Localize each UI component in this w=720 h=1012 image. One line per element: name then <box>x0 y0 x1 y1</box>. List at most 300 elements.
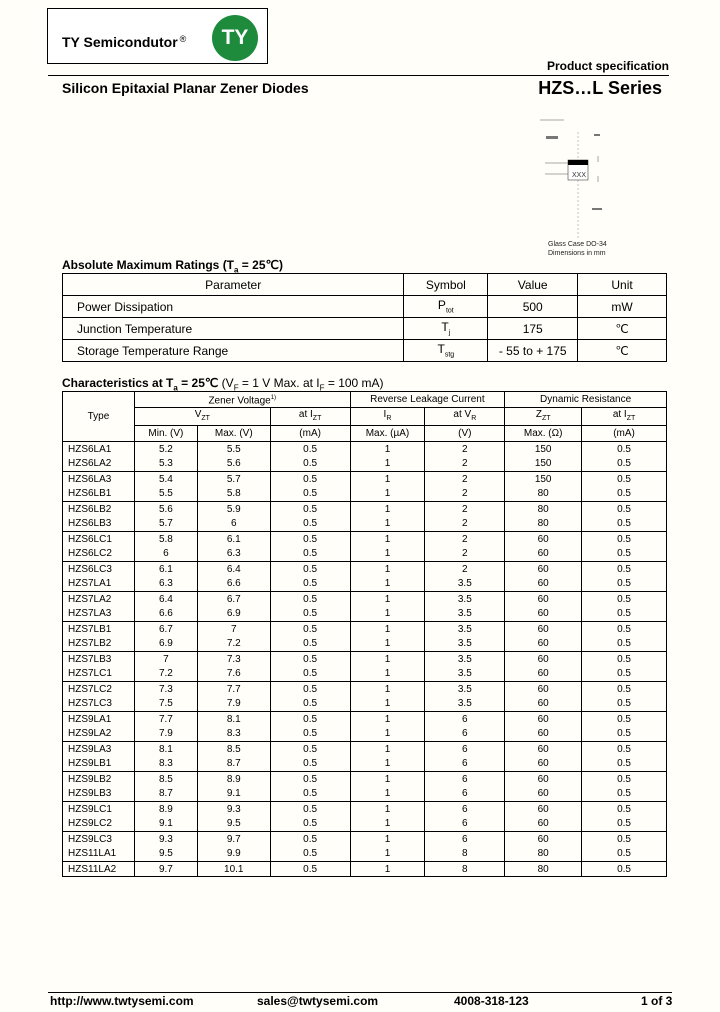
symbol-cell <box>404 296 488 318</box>
characteristics-title <box>62 376 384 392</box>
footer-page: 1 of 3 <box>641 994 673 1008</box>
value-cell: 5.2 <box>134 441 197 456</box>
package-outline-svg <box>530 108 670 238</box>
unit-cell: ℃ <box>578 318 667 340</box>
abs-max-title <box>62 258 283 274</box>
value-cell: 6 <box>425 756 505 771</box>
value-cell: 0.5 <box>270 621 350 636</box>
table-row <box>63 756 667 771</box>
package-caption: Glass Case DO-34 <box>548 241 607 248</box>
table-row <box>63 726 667 741</box>
value-cell: 7.2 <box>134 666 197 681</box>
value-cell: 1 <box>350 621 425 636</box>
value-cell: 6 <box>425 831 505 846</box>
type-cell: HZS6LC2 <box>63 546 135 561</box>
type-cell: HZS6LB3 <box>63 516 135 531</box>
table-row <box>63 741 667 756</box>
value-cell: 6 <box>425 786 505 801</box>
value-cell: 1 <box>350 741 425 756</box>
table-row <box>63 561 667 576</box>
value-cell: 2 <box>425 531 505 546</box>
param-cell: Power Dissipation <box>63 296 404 318</box>
type-cell: HZS9LC2 <box>63 816 135 831</box>
type-cell: HZS9LA3 <box>63 741 135 756</box>
value-cell: 1 <box>350 711 425 726</box>
value-cell: 7.5 <box>134 696 197 711</box>
value-cell: 2 <box>425 471 505 486</box>
value-cell: 3.5 <box>425 636 505 651</box>
header-rule <box>48 75 669 76</box>
ir-header <box>350 408 425 426</box>
type-cell: HZS7LC3 <box>63 696 135 711</box>
value-cell: 1 <box>350 771 425 786</box>
value-cell: 0.5 <box>582 681 667 696</box>
value-cell: 0.5 <box>270 786 350 801</box>
type-cell: HZS6LC3 <box>63 561 135 576</box>
value-cell: 1 <box>350 501 425 516</box>
vz-header <box>134 408 270 426</box>
value-cell: 60 <box>505 666 582 681</box>
value-cell: 1 <box>350 546 425 561</box>
value-cell: 0.5 <box>270 681 350 696</box>
value-cell: 8.5 <box>197 741 270 756</box>
value-cell: - 55 to + 175 <box>488 340 578 362</box>
unit-cell: (mA) <box>270 426 350 442</box>
type-cell: HZS7LA2 <box>63 591 135 606</box>
value-cell: 0.5 <box>582 501 667 516</box>
table-row <box>63 546 667 561</box>
value-cell: 8.1 <box>197 711 270 726</box>
value-cell: 5.5 <box>134 486 197 501</box>
value-cell: 60 <box>505 771 582 786</box>
table-row <box>63 801 667 816</box>
value-cell: 1 <box>350 516 425 531</box>
value-cell: 0.5 <box>270 516 350 531</box>
header-cell: Unit <box>578 274 667 296</box>
value-cell: 3.5 <box>425 591 505 606</box>
footer-url[interactable]: http://www.twtysemi.com <box>50 994 194 1008</box>
value-cell: 1 <box>350 456 425 471</box>
header-cell: Parameter <box>63 274 404 296</box>
value-cell: 7.9 <box>134 726 197 741</box>
dim-mark <box>594 134 600 136</box>
type-cell: HZS7LB2 <box>63 636 135 651</box>
value-cell: 60 <box>505 741 582 756</box>
value-cell: 0.5 <box>270 591 350 606</box>
ir-text: I <box>383 409 387 421</box>
table-row <box>63 711 667 726</box>
value-cell: 0.5 <box>270 846 350 861</box>
value-cell: 60 <box>505 726 582 741</box>
value-cell: 1 <box>350 561 425 576</box>
value-cell: 1 <box>350 846 425 861</box>
table-row <box>63 318 667 340</box>
value-cell: 0.5 <box>582 486 667 501</box>
value-cell: 3.5 <box>425 681 505 696</box>
type-cell: HZS6LA3 <box>63 471 135 486</box>
table-row <box>63 846 667 861</box>
header-cell: Symbol <box>404 274 488 296</box>
symbol-sub: j <box>448 329 451 337</box>
value-cell: 0.5 <box>582 786 667 801</box>
type-cell: HZS7LA3 <box>63 606 135 621</box>
characteristics-body <box>63 441 667 877</box>
company-name <box>62 34 186 50</box>
value-cell: 150 <box>505 471 582 486</box>
value-cell: 9.1 <box>197 786 270 801</box>
value-cell: 1 <box>350 786 425 801</box>
type-cell: HZS6LA1 <box>63 441 135 456</box>
value-cell: 0.5 <box>582 651 667 666</box>
type-cell: HZS9LB3 <box>63 786 135 801</box>
value-cell: 1 <box>350 696 425 711</box>
value-cell: 150 <box>505 456 582 471</box>
value-cell: 1 <box>350 861 425 877</box>
value-cell: 9.7 <box>134 861 197 877</box>
abs-max-title-text: Absolute Maximum Ratings (T <box>62 258 235 272</box>
value-cell: 5.4 <box>134 471 197 486</box>
value-cell: 1 <box>350 606 425 621</box>
value-cell: 8.3 <box>197 726 270 741</box>
value-cell: 0.5 <box>270 726 350 741</box>
dim-mark <box>546 136 558 139</box>
zzt-text: Z <box>535 409 542 421</box>
value-cell: 6.6 <box>197 576 270 591</box>
value-cell: 1 <box>350 471 425 486</box>
value-cell: 0.5 <box>582 546 667 561</box>
ir-sub: R <box>386 415 392 423</box>
value-cell: 175 <box>488 318 578 340</box>
value-cell: 60 <box>505 576 582 591</box>
value-cell: 80 <box>505 516 582 531</box>
symbol-text: P <box>437 298 446 313</box>
type-cell: HZS9LB1 <box>63 756 135 771</box>
type-cell: HZS7LA1 <box>63 576 135 591</box>
type-cell: HZS6LA2 <box>63 456 135 471</box>
value-cell: 80 <box>505 501 582 516</box>
type-cell: HZS7LB1 <box>63 621 135 636</box>
symbol-text: T <box>437 342 445 357</box>
value-cell: 7.9 <box>197 696 270 711</box>
value-cell: 7 <box>134 651 197 666</box>
footer-rule <box>48 992 672 993</box>
char-title-end: = 25℃ <box>177 376 219 390</box>
value-cell: 0.5 <box>270 441 350 456</box>
unit-cell: (mA) <box>582 426 667 442</box>
type-cell: HZS9LC1 <box>63 801 135 816</box>
at-izt2-sub: ZT <box>626 415 636 423</box>
char-cond-end: = 100 mA) <box>324 376 384 390</box>
dimension-caption: Dimensions in mm <box>548 250 606 257</box>
value-cell: 5.8 <box>197 486 270 501</box>
type-cell: HZS9LC3 <box>63 831 135 846</box>
footnote-mark: 1) <box>270 395 277 401</box>
value-cell: 1 <box>350 816 425 831</box>
value-cell: 0.5 <box>270 741 350 756</box>
value-cell: 8.3 <box>134 756 197 771</box>
value-cell: 9.7 <box>197 831 270 846</box>
value-cell: 0.5 <box>582 576 667 591</box>
package-drawing <box>530 108 670 263</box>
value-cell: 3.5 <box>425 606 505 621</box>
value-cell: 8 <box>425 861 505 877</box>
unit-cell: ℃ <box>578 340 667 362</box>
value-cell: 60 <box>505 756 582 771</box>
value-cell: 0.5 <box>582 726 667 741</box>
value-cell: 1 <box>350 666 425 681</box>
group-header-row <box>63 392 667 408</box>
value-cell: 6.7 <box>197 591 270 606</box>
value-cell: 2 <box>425 456 505 471</box>
value-cell: 7.7 <box>197 681 270 696</box>
value-cell: 8.9 <box>134 801 197 816</box>
table-row <box>63 861 667 877</box>
table-row <box>63 651 667 666</box>
value-cell: 0.5 <box>582 846 667 861</box>
value-cell: 8.9 <box>197 771 270 786</box>
at-izt2-header <box>582 408 667 426</box>
at-izt-sub: ZT <box>312 415 322 423</box>
value-cell: 5.6 <box>134 501 197 516</box>
unit-cell: (V) <box>425 426 505 442</box>
footer-phone: 4008-318-123 <box>454 994 529 1008</box>
symbol-cell <box>404 318 488 340</box>
value-cell: 60 <box>505 651 582 666</box>
value-cell: 5.5 <box>197 441 270 456</box>
value-cell: 60 <box>505 606 582 621</box>
value-cell: 60 <box>505 801 582 816</box>
value-cell: 0.5 <box>582 516 667 531</box>
value-cell: 0.5 <box>582 441 667 456</box>
vz-text: V <box>194 409 202 421</box>
table-row <box>63 296 667 318</box>
value-cell: 1 <box>350 681 425 696</box>
value-cell: 5.7 <box>134 516 197 531</box>
value-cell: 0.5 <box>270 576 350 591</box>
value-cell: 60 <box>505 591 582 606</box>
dim-mark <box>592 208 602 210</box>
value-cell: 1 <box>350 756 425 771</box>
abs-header-row <box>63 274 667 296</box>
company-text: TY Semicondutor <box>62 34 178 50</box>
abs-max-table <box>62 273 667 362</box>
value-cell: 10.1 <box>197 861 270 877</box>
registered-mark: ® <box>179 34 187 44</box>
value-cell: 7.6 <box>197 666 270 681</box>
value-cell: 6.3 <box>134 576 197 591</box>
table-row <box>63 666 667 681</box>
type-cell: HZS11LA2 <box>63 861 135 877</box>
table-row <box>63 771 667 786</box>
abs-max-title-sub: a <box>234 265 239 275</box>
value-cell: 0.5 <box>582 696 667 711</box>
value-cell: 9.3 <box>134 831 197 846</box>
value-cell: 0.5 <box>582 741 667 756</box>
value-cell: 2 <box>425 501 505 516</box>
value-cell: 60 <box>505 711 582 726</box>
value-cell: 2 <box>425 516 505 531</box>
value-cell: 0.5 <box>270 756 350 771</box>
value-cell: 0.5 <box>270 531 350 546</box>
value-cell: 1 <box>350 486 425 501</box>
value-cell: 500 <box>488 296 578 318</box>
type-cell: HZS6LB1 <box>63 486 135 501</box>
value-cell: 9.3 <box>197 801 270 816</box>
value-cell: 60 <box>505 636 582 651</box>
value-cell: 0.5 <box>582 456 667 471</box>
type-cell: HZS6LB2 <box>63 501 135 516</box>
unit-cell: Max. (µA) <box>350 426 425 442</box>
symbol-text: T <box>441 320 449 335</box>
at-vr-header <box>425 408 505 426</box>
table-row <box>63 606 667 621</box>
value-cell: 0.5 <box>582 771 667 786</box>
ty-logo: TY <box>212 15 258 61</box>
table-row <box>63 456 667 471</box>
unit-cell: mW <box>578 296 667 318</box>
at-vr-sub: R <box>471 415 477 423</box>
value-cell: 0.5 <box>582 861 667 877</box>
value-cell: 0.5 <box>270 486 350 501</box>
value-cell: 60 <box>505 696 582 711</box>
table-row <box>63 501 667 516</box>
value-cell: 0.5 <box>270 546 350 561</box>
value-cell: 0.5 <box>270 471 350 486</box>
table-row <box>63 531 667 546</box>
value-cell: 6.4 <box>197 561 270 576</box>
value-cell: 6 <box>425 801 505 816</box>
table-row <box>63 591 667 606</box>
value-cell: 0.5 <box>582 621 667 636</box>
value-cell: 0.5 <box>270 696 350 711</box>
value-cell: 6 <box>425 726 505 741</box>
table-row <box>63 696 667 711</box>
value-cell: 60 <box>505 561 582 576</box>
value-cell: 6.7 <box>134 621 197 636</box>
value-cell: 60 <box>505 621 582 636</box>
value-cell: 2 <box>425 546 505 561</box>
value-cell: 6 <box>425 816 505 831</box>
value-cell: 80 <box>505 846 582 861</box>
value-cell: 5.8 <box>134 531 197 546</box>
value-cell: 60 <box>505 786 582 801</box>
value-cell: 0.5 <box>582 531 667 546</box>
value-cell: 0.5 <box>582 816 667 831</box>
cathode-band <box>568 160 588 165</box>
header-cell: Value <box>488 274 578 296</box>
value-cell: 5.6 <box>197 456 270 471</box>
char-title-sub: a <box>173 383 178 393</box>
value-cell: 1 <box>350 651 425 666</box>
value-cell: 9.9 <box>197 846 270 861</box>
value-cell: 0.5 <box>270 606 350 621</box>
value-cell: 0.5 <box>270 561 350 576</box>
value-cell: 0.5 <box>582 666 667 681</box>
zzt-sub: ZT <box>541 415 551 423</box>
value-cell: 0.5 <box>270 831 350 846</box>
value-cell: 2 <box>425 486 505 501</box>
dynamic-resistance-header: Dynamic Resistance <box>505 392 667 408</box>
footer-email[interactable]: sales@twtysemi.com <box>257 994 379 1008</box>
value-cell: 0.5 <box>270 771 350 786</box>
value-cell: 0.5 <box>270 666 350 681</box>
value-cell: 0.5 <box>582 606 667 621</box>
value-cell: 80 <box>505 486 582 501</box>
table-row <box>63 621 667 636</box>
value-cell: 5.7 <box>197 471 270 486</box>
table-row <box>63 681 667 696</box>
value-cell: 0.5 <box>270 636 350 651</box>
value-cell: 0.5 <box>582 471 667 486</box>
type-cell: HZS9LB2 <box>63 771 135 786</box>
symbol-sub: stg <box>444 351 455 359</box>
value-cell: 60 <box>505 816 582 831</box>
value-cell: 5.3 <box>134 456 197 471</box>
table-row <box>63 636 667 651</box>
value-cell: 6 <box>425 711 505 726</box>
value-cell: 6.3 <box>197 546 270 561</box>
symbol-sub: tot <box>445 307 454 315</box>
at-izt-header <box>270 408 350 426</box>
abs-max-title-end: = 25℃) <box>238 258 283 272</box>
value-cell: 60 <box>505 831 582 846</box>
vz-sub: ZT <box>201 415 210 423</box>
characteristics-table <box>62 391 667 877</box>
value-cell: 6.1 <box>197 531 270 546</box>
value-cell: 3.5 <box>425 666 505 681</box>
type-cell: HZS7LC1 <box>63 666 135 681</box>
value-cell: 3.5 <box>425 696 505 711</box>
value-cell: 0.5 <box>582 561 667 576</box>
value-cell: 0.5 <box>270 711 350 726</box>
value-cell: 0.5 <box>582 756 667 771</box>
value-cell: 3.5 <box>425 621 505 636</box>
value-cell: 0.5 <box>582 636 667 651</box>
value-cell: 0.5 <box>582 801 667 816</box>
value-cell: 1 <box>350 801 425 816</box>
value-cell: 0.5 <box>270 456 350 471</box>
value-cell: 80 <box>505 861 582 877</box>
char-cond-sub: F <box>319 383 325 393</box>
type-header: Type <box>63 392 135 442</box>
value-cell: 1 <box>350 591 425 606</box>
value-cell: 8.7 <box>134 786 197 801</box>
value-cell: 7.2 <box>197 636 270 651</box>
type-cell: HZS11LA1 <box>63 846 135 861</box>
value-cell: 1 <box>350 441 425 456</box>
value-cell: 6.6 <box>134 606 197 621</box>
value-cell: 0.5 <box>270 816 350 831</box>
value-cell: 9.5 <box>134 846 197 861</box>
value-cell: 1 <box>350 726 425 741</box>
type-cell: HZS7LB3 <box>63 651 135 666</box>
at-izt-text: at I <box>298 409 313 421</box>
table-row <box>63 441 667 456</box>
table-row <box>63 576 667 591</box>
value-cell: 3.5 <box>425 576 505 591</box>
value-cell: 0.5 <box>582 591 667 606</box>
type-cell: HZS6LC1 <box>63 531 135 546</box>
value-cell: 6 <box>197 516 270 531</box>
value-cell: 1 <box>350 531 425 546</box>
value-cell: 0.5 <box>582 711 667 726</box>
zener-header-text: Zener Voltage <box>208 395 271 407</box>
unit-cell: Max. (Ω) <box>505 426 582 442</box>
product-spec-label: Product specification <box>546 59 669 73</box>
table-row <box>63 816 667 831</box>
at-vr-text: at V <box>453 409 472 421</box>
value-cell: 7.3 <box>197 651 270 666</box>
